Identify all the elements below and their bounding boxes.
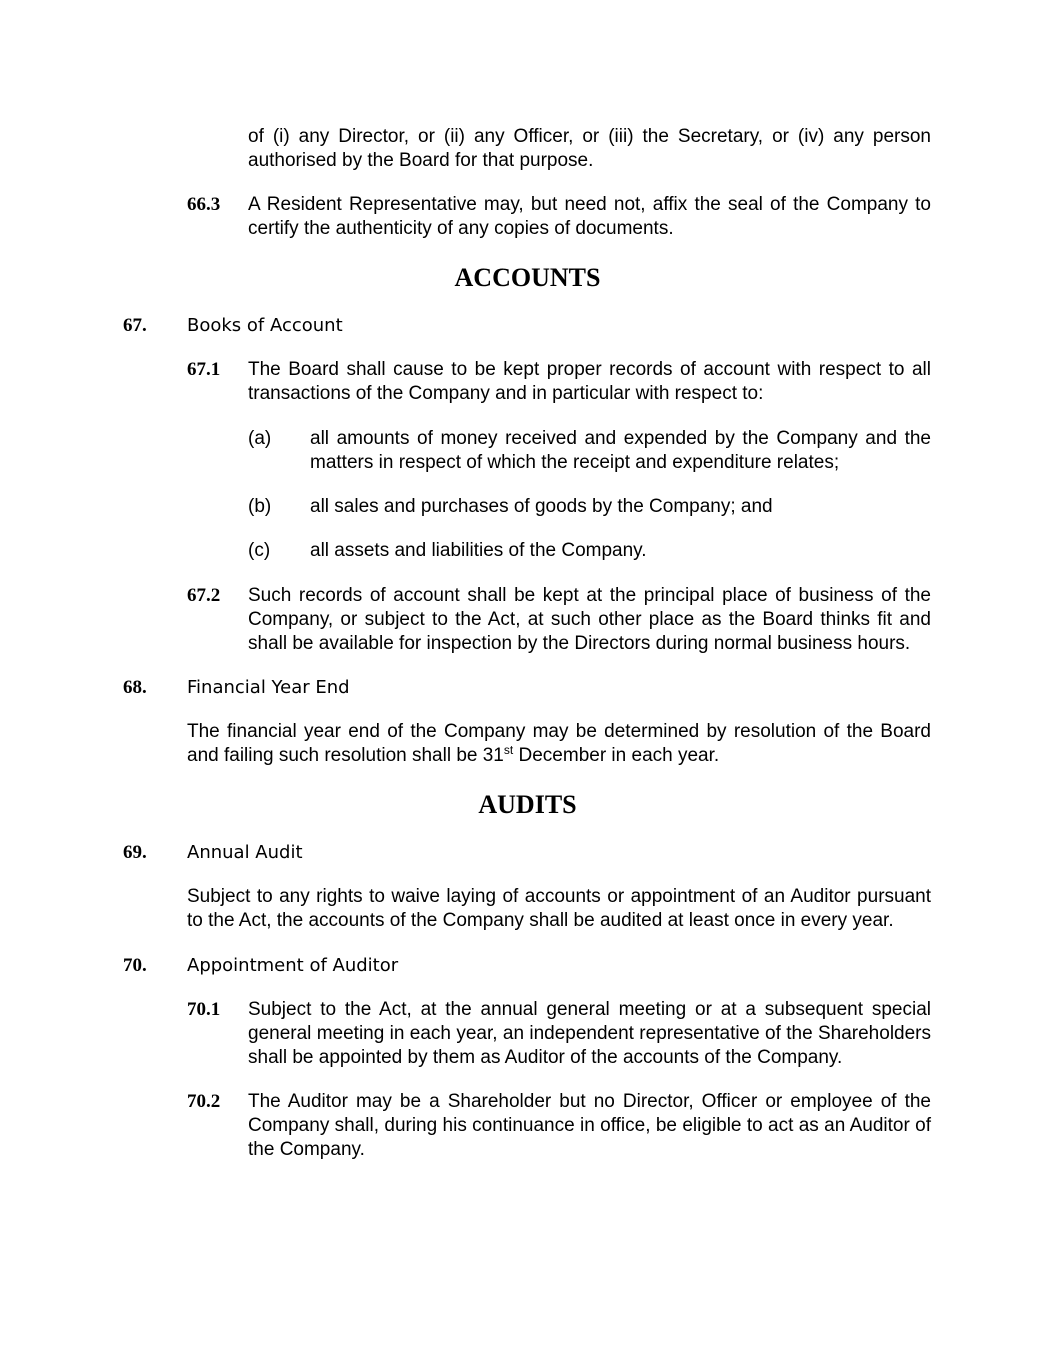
clause-68-text-main: The financial year end of the Company may be determined by resolution of the Board and failing such resolution shall be 31: [187, 721, 931, 766]
clause-70-1-number: 70.1: [187, 999, 221, 1020]
item-a-label: (a): [248, 428, 272, 449]
clause-69-text: Subject to any rights to waive laying of accounts or appointment of an Auditor pursuant to the Act, the accounts of the Company shall be audited at least once in every year.: [187, 886, 931, 931]
item-b-text: all sales and purchases of goods by the Company; and: [310, 496, 773, 517]
audits-heading: AUDITS: [478, 790, 577, 819]
clause-68-text-end: December in each year.: [513, 745, 720, 766]
clause-67-1-number: 67.1: [187, 359, 221, 380]
clause-70-2-number: 70.2: [187, 1091, 221, 1112]
clause-67-title: Books of Account: [187, 315, 343, 336]
clause-68-date-suffix: st: [503, 743, 514, 757]
item-b-label: (b): [248, 496, 272, 517]
clause-67-2-text: Such records of account shall be kept at the principal place of business of the Company, or subject to the Act, at such other place as the Board thinks fit and shall be available for inspection by the Directors during normal business hours.: [248, 585, 931, 654]
clause-68-title: Financial Year End: [187, 677, 350, 698]
clause-66-3-number: 66.3: [187, 194, 221, 215]
item-a-text: all amounts of money received and expended by the Company and the matters in respect of which the receipt and expenditure relates;: [310, 428, 931, 473]
clause-69-title: Annual Audit: [187, 842, 303, 863]
clause-66-3-text: A Resident Representative may, but need not, affix the seal of the Company to certify the authenticity of any copies of documents.: [248, 194, 931, 239]
intro-paragraph: of (i) any Director, or (ii) any Officer, or (iii) the Secretary, or (iv) any person authorised by the Board for that purpose.: [248, 126, 931, 171]
clause-70-title: Appointment of Auditor: [187, 955, 399, 976]
accounts-heading: ACCOUNTS: [454, 263, 601, 292]
item-c-label: (c): [248, 540, 271, 561]
clause-67-2-number: 67.2: [187, 585, 221, 606]
clause-69-number: 69.: [123, 842, 147, 863]
clause-68-text: [187, 720, 931, 768]
clause-68-number: 68.: [123, 677, 147, 698]
clause-70-1-text: Subject to the Act, at the annual general meeting or at a subsequent special general meeting in each year, an independent representative of the Shareholders shall be appointed by them as Auditor of the accounts of the Company.: [248, 999, 931, 1068]
clause-67-1-text: The Board shall cause to be kept proper records of account with respect to all transactions of the Company and in particular with respect to:: [248, 359, 931, 404]
clause-70-number: 70.: [123, 955, 147, 976]
clause-67-number: 67.: [123, 315, 147, 336]
item-c-text: all assets and liabilities of the Company.: [310, 540, 647, 561]
clause-70-2-text: The Auditor may be a Shareholder but no Director, Officer or employee of the Company shall, during his continuance in office, be eligible to act as an Auditor of the Company.: [248, 1091, 931, 1160]
